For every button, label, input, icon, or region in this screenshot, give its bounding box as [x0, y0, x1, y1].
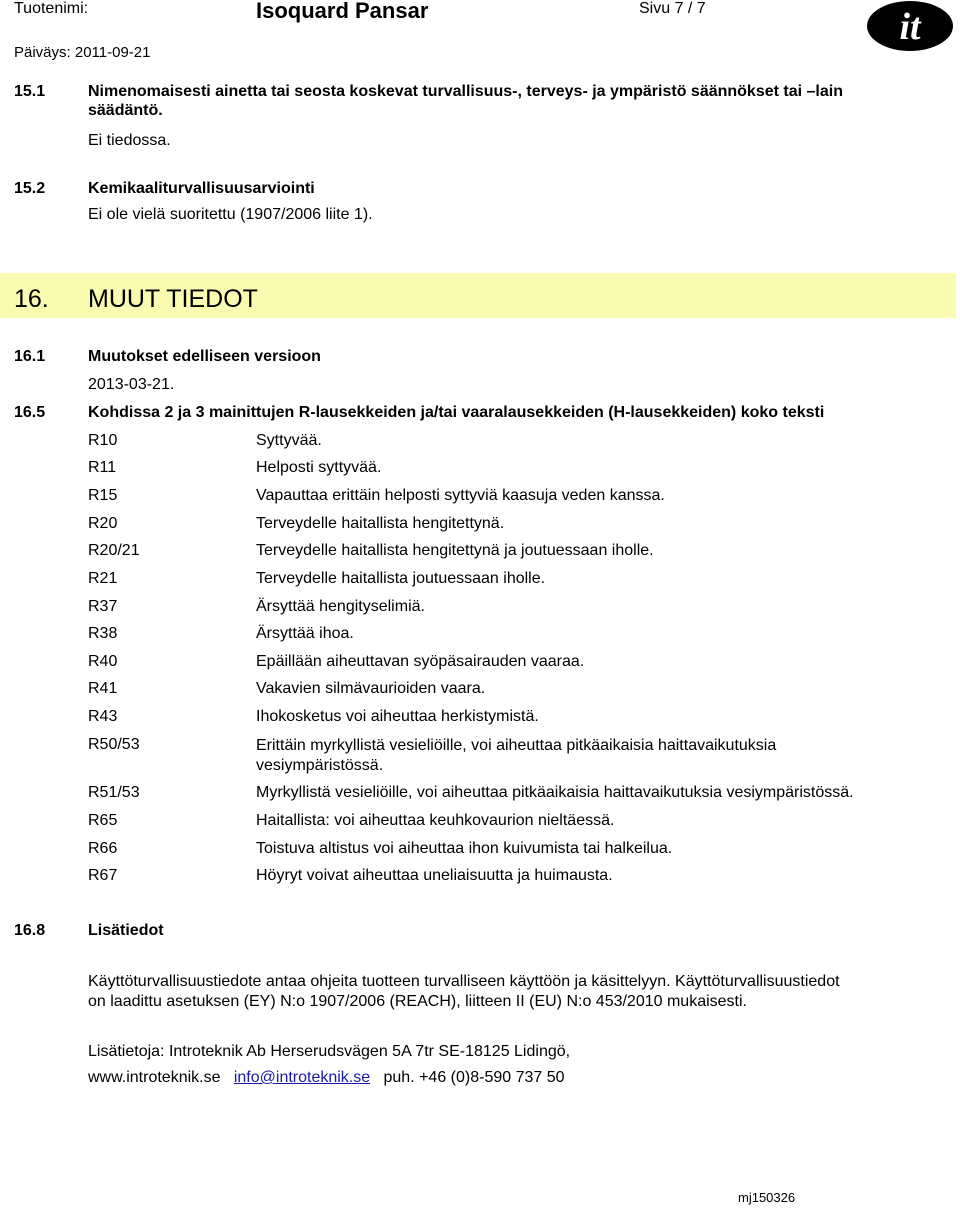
r-code: R37 [88, 598, 118, 615]
r-code: R21 [88, 570, 118, 587]
section-16-title: MUUT TIEDOT [88, 285, 258, 313]
website-text: www.introteknik.se [88, 1069, 221, 1086]
r-code: R11 [88, 459, 117, 476]
r-code: R67 [88, 867, 118, 884]
section-16-1-title: Muutokset edelliseen versioon [88, 348, 321, 365]
r-text: Toistuva altistus voi aiheuttaa ihon kuivumista tai halkeilua. [256, 840, 673, 857]
r-code: R51/53 [88, 784, 140, 801]
contact-line [88, 1069, 565, 1087]
section-16-number: 16. [14, 285, 49, 313]
section-16-5-number: 16.5 [14, 404, 46, 421]
section-16-5-title: Kohdissa 2 ja 3 mainittujen R-lausekkeiden ja/tai vaaralausekkeiden (H-lausekkeiden) koko teksti [88, 404, 825, 421]
r-code: R38 [88, 625, 118, 642]
r-code: R43 [88, 708, 118, 725]
company-logo [866, 0, 954, 52]
section-16-1-number: 16.1 [14, 348, 46, 365]
r-text: Terveydelle haitallista joutuessaan iholle. [256, 570, 546, 587]
r-code: R65 [88, 812, 118, 829]
info-paragraph-line-2: on laadittu asetuksen (EY) N:o 1907/2006 (REACH), liitteen II (EU) N:o 453/2010 mukaisesti. [88, 993, 747, 1010]
section-16-8-number: 16.8 [14, 922, 46, 939]
r-text: Helposti syttyvää. [256, 459, 382, 476]
r-text: Ärsyttää hengityselimiä. [256, 598, 425, 615]
contact-address: Lisätietoja: Introteknik Ab Herserudsvägen 5A 7tr SE-18125 Lidingö, [88, 1043, 571, 1060]
section-16-1-text: 2013-03-21. [88, 376, 175, 393]
r-code: R66 [88, 840, 118, 857]
document-date: Päiväys: 2011-09-21 [14, 44, 151, 61]
section-15-2-number: 15.2 [14, 180, 46, 197]
email-link[interactable]: info@introteknik.se [233, 1069, 371, 1086]
r-code: R15 [88, 487, 118, 504]
r-text: Haitallista: voi aiheuttaa keuhkovaurion nieltäessä. [256, 812, 615, 829]
page-number: Sivu 7 / 7 [639, 0, 706, 17]
r-code: R20 [88, 515, 118, 532]
info-paragraph-line-1: Käyttöturvallisuustiedote antaa ohjeita tuotteen turvalliseen käyttöön ja käsittelyyn. Käyttöturvallisuustiedot [88, 973, 840, 990]
r-text: Vapauttaa erittäin helposti syttyviä kaasuja veden kanssa. [256, 487, 665, 504]
r-text: Terveydelle haitallista hengitettynä ja joutuessaan iholle. [256, 542, 654, 559]
r-text: Ärsyttää ihoa. [256, 625, 354, 642]
r-text: Syttyvää. [256, 432, 322, 449]
r-code: R41 [88, 680, 118, 697]
r-text: Epäillään aiheuttavan syöpäsairauden vaaraa. [256, 653, 585, 670]
section-15-1-text: Ei tiedossa. [88, 132, 171, 149]
section-16-8-title: Lisätiedot [88, 922, 164, 939]
r-text: Ihokosketus voi aiheuttaa herkistymistä. [256, 708, 539, 725]
r-code: R50/53 [88, 736, 140, 753]
product-label: Tuotenimi: [14, 0, 89, 17]
section-15-2-text: Ei ole vielä suoritettu (1907/2006 liite 1). [88, 206, 373, 223]
phone-text: puh. +46 (0)8-590 737 50 [383, 1069, 565, 1086]
r-text: Höyryt voivat aiheuttaa uneliaisuutta ja huimausta. [256, 867, 613, 884]
section-15-1-number: 15.1 [14, 83, 46, 100]
r-code: R20/21 [88, 542, 140, 559]
section-15-2-title: Kemikaaliturvallisuusarviointi [88, 180, 315, 197]
section-15-1-title: Nimenomaisesti ainetta tai seosta koskevat turvallisuus-, terveys- ja ympäristö säännökset tai –lain [88, 83, 843, 100]
document-code: mj150326 [738, 1190, 796, 1205]
r-text: Vakavien silmävaurioiden vaara. [256, 680, 486, 697]
product-name: Isoquard Pansar [256, 0, 429, 23]
r-code: R40 [88, 653, 118, 670]
r-text: Erittäin myrkyllistä vesieliöille, voi aiheuttaa pitkäaikaisia haittavaikutuksia vesiympäristössä. [256, 737, 777, 774]
section-15-1-title-cont: säädäntö. [88, 102, 163, 119]
logo-text: it [899, 6, 921, 48]
r-text: Myrkyllistä vesieliöille, voi aiheuttaa pitkäaikaisia haittavaikutuksia vesiympäristössä. [256, 784, 854, 801]
r-text: Terveydelle haitallista hengitettynä. [256, 515, 505, 532]
r-code: R10 [88, 432, 118, 449]
